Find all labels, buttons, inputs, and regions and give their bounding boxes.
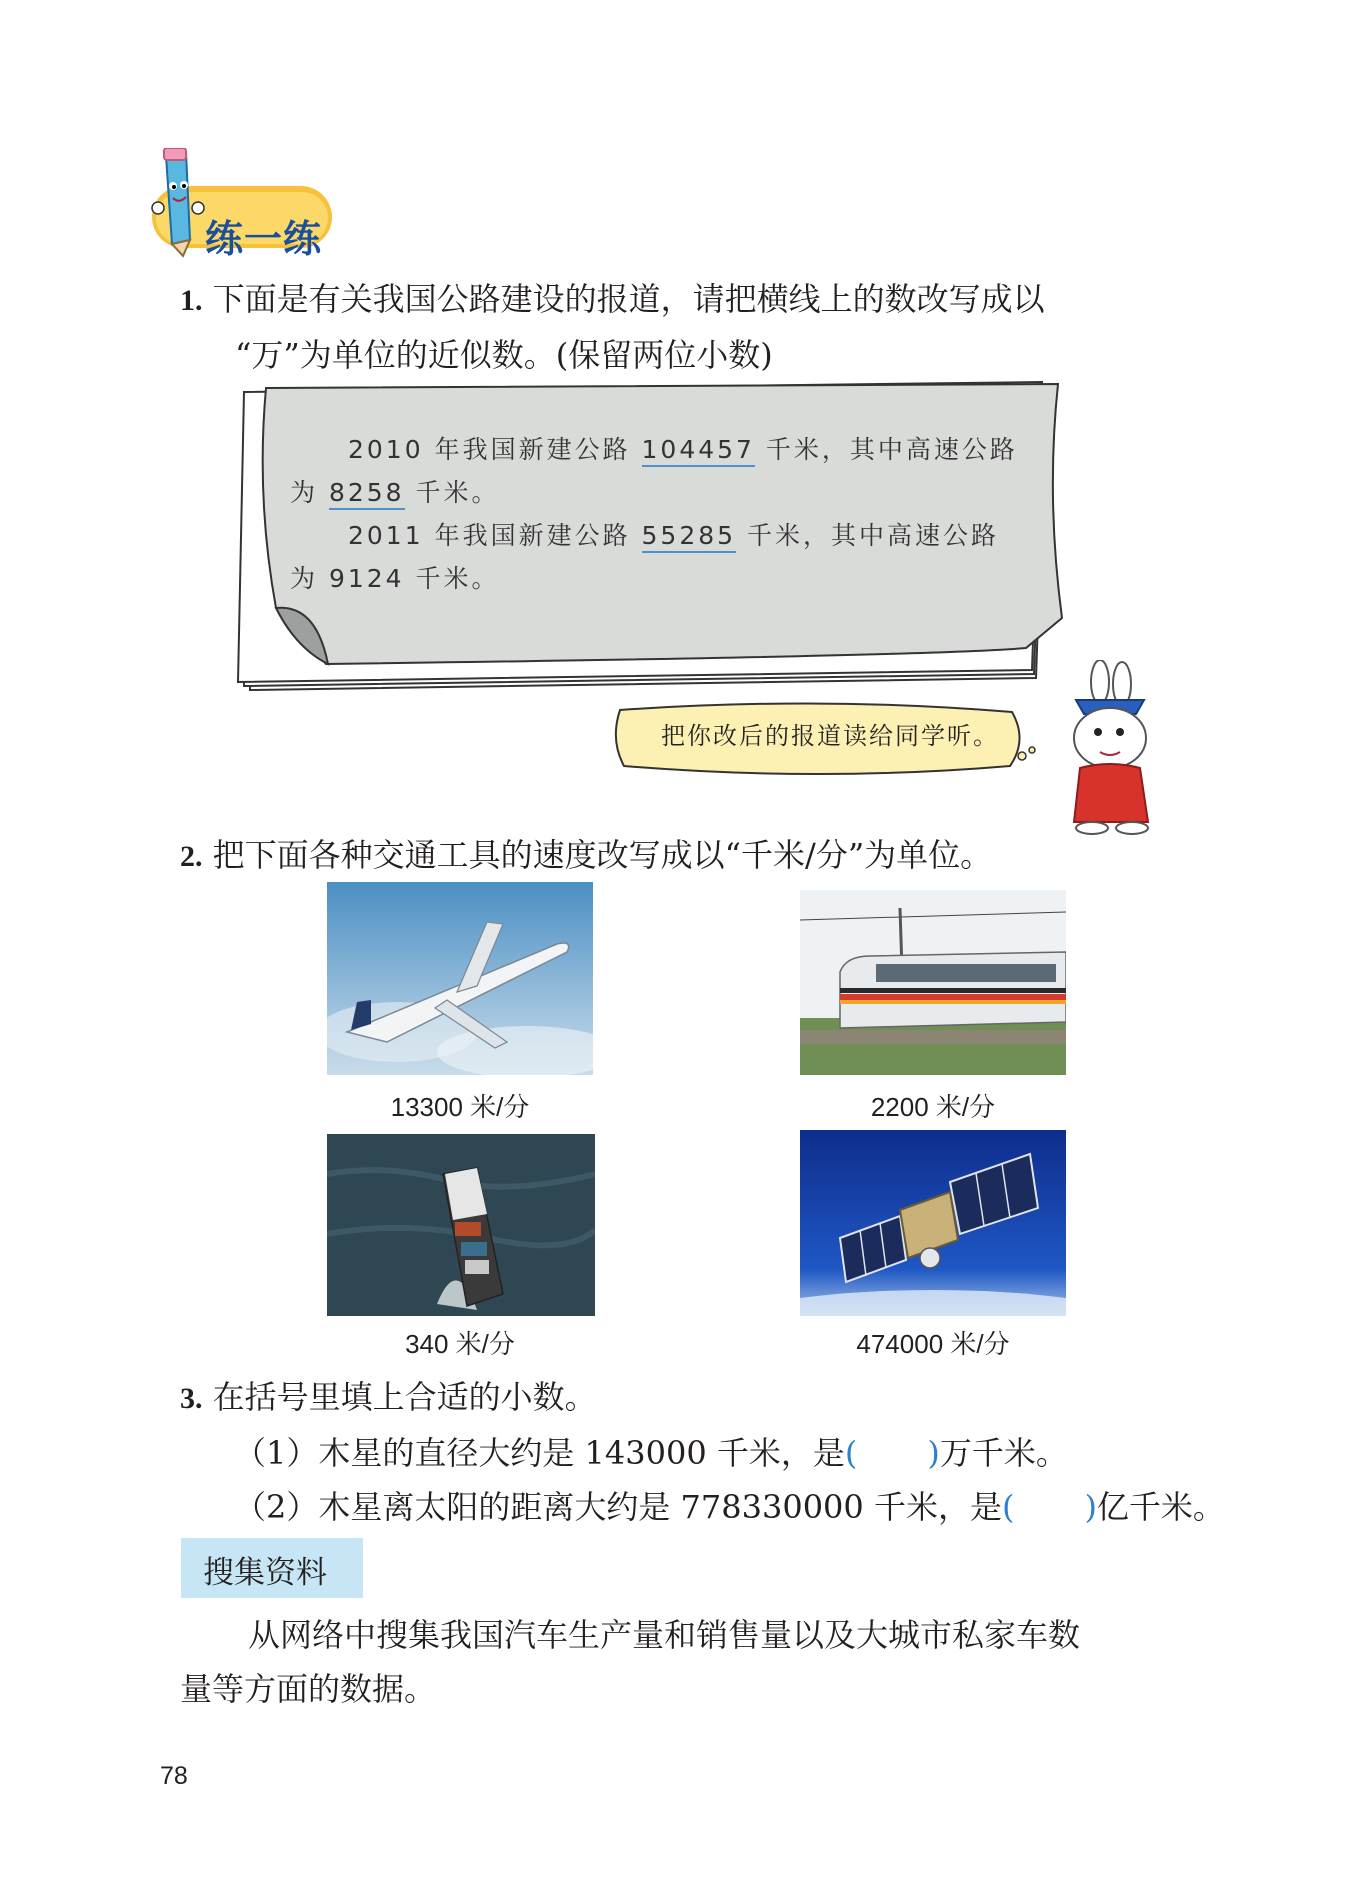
answer-blank-close[interactable]: ) [927,1434,940,1472]
train-photo [800,890,1066,1075]
collect-line: 量等方面的数据。 [180,1670,437,1708]
report-text-part: 为 9124 千米。 [290,564,500,593]
answer-blank-close[interactable]: ) [1084,1488,1097,1526]
question-text-line2: “万”为单位的近似数。(保留两位小数) [235,336,773,374]
satellite-photo [800,1130,1066,1316]
report-text-part: 为 [290,478,329,507]
question-number: 3. [180,1382,203,1415]
question-1 [180,272,1200,382]
rabbit-mascot-icon [1040,660,1170,835]
sub-question-text: 万千米。 [939,1434,1068,1472]
report-text-part: 千米，其中高速公路 [754,435,1018,464]
answer-blank-open[interactable]: ( [1001,1488,1015,1526]
sub-question-2 [180,1480,1230,1534]
question-number: 1. [180,284,203,317]
question-text: 把下面各种交通工具的速度改写成以“千米/分”为单位。 [212,836,993,874]
collect-data-text [180,1608,1190,1716]
airplane-photo [327,882,593,1075]
report-text-part: 千米。 [404,478,500,507]
question-2 [180,828,992,884]
question-3 [180,1370,1230,1534]
answer-blank-open[interactable]: ( [844,1434,858,1472]
question-text: 下面是有关我国公路建设的报道，请把横线上的数改写成以 [212,280,1045,318]
ship-photo [327,1134,595,1316]
question-text: 在括号里填上合适的小数。 [212,1378,597,1416]
page-number: 78 [160,1762,188,1790]
speed-caption: 474000 米/分 [856,1329,1010,1359]
speed-caption: 13300 米/分 [390,1092,530,1122]
bubble-text: 把你改后的报道读给同学听。 [661,722,999,750]
underlined-number: 55285 [642,521,737,553]
speed-caption: 340 米/分 [405,1329,515,1359]
collect-data-label: 搜集资料 [203,1555,327,1591]
question-number: 2. [180,840,203,873]
speed-caption: 2200 米/分 [870,1092,996,1122]
sub-question-text: 亿千米。 [1096,1488,1225,1526]
sub-question-1 [180,1426,1230,1480]
report-text-part: 千米，其中高速公路 [736,521,1000,550]
sub-question-text: （2）木星离太阳的距离大约是 778330000 千米，是 [234,1488,1002,1526]
section-title: 练一练 [205,217,323,261]
underlined-number: 104457 [642,435,755,467]
report-text [290,428,1030,600]
report-text-part: 2010 年我国新建公路 [348,435,642,464]
sub-question-text: （1）木星的直径大约是 143000 千米，是 [234,1434,845,1472]
collect-line: 从网络中搜集我国汽车生产量和销售量以及大城市私家车数 [248,1616,1081,1654]
report-text-part: 2011 年我国新建公路 [348,521,642,550]
underlined-number: 8258 [329,478,405,510]
